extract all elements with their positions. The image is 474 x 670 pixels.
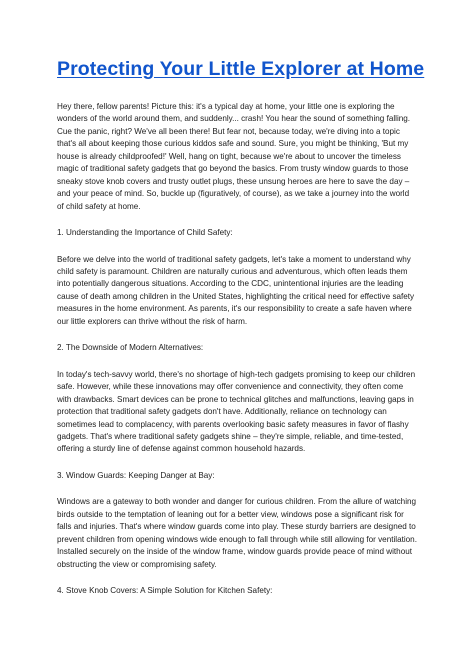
section-paragraph-3: Windows are a gateway to both wonder and danger for curious children. From the allure of watching birds outside to the temptation of leaning out for a better view, windows pose a significant risk for falls and injuries. That's where window guards come into play. These sturdy barriers are designed to prevent children from opening windows wide enough to fall through while still allowing for ventilation. Installed securely on the inside of the window frame, window guards provide peace of mind without obstructing the view or compromising safety. xyxy=(57,497,417,569)
document-body xyxy=(57,101,417,598)
section-paragraph-1: Before we delve into the world of traditional safety gadgets, let's take a moment to understand why child safety is paramount. Children are naturally curious and adventurous, which often leads them into potentially dangerous situations. According to the CDC, unintentional injuries are the leading cause of death among children in the United States, highlighting the critical need for effective safety measures in the home environment. As parents, it's our responsibility to create a safe haven where our little explorers can thrive without the risk of harm. xyxy=(57,254,415,326)
section-heading-4: 4. Stove Knob Covers: A Simple Solution for Kitchen Safety: xyxy=(57,586,273,596)
section-paragraph-2: In today's tech-savvy world, there's no shortage of high-tech gadgets promising to keep our children safe. However, while these innovations may offer convenience and connectivity, they often come with drawbacks. Smart devices can be prone to technical glitches and malfunctions, leaving gaps in protection that traditional safety gadgets don't have. Additionally, reliance on technology can sometimes lead to complacency, with parents overlooking basic safety measures in favor of flashy gadgets. That's where traditional safety gadgets shine – they're simple, reliable, and time-tested, offering a sturdy line of defense against common household hazards. xyxy=(57,369,416,454)
intro-paragraph: Hey there, fellow parents! Picture this: it's a typical day at home, your little one is exploring the wonders of the world around them, and suddenly... crash! You hear the sound of something falling. Cue the panic, right? We've all been there! But fear not, because today, we're diving into a topic that's all about keeping those curious kiddos safe and sound. Sure, you might be thinking, 'But my house is already childproofed!' Well, hang on tight, because we're about to uncover the timeless magic of traditional safety gadgets that go beyond the basics. From trusty window guards to those sneaky stove knob covers and trusty outlet plugs, these unsung heroes are here to save the day – and your peace of mind. So, buckle up (figuratively, of course), as we take a journey into the world of child safety at home. xyxy=(57,102,411,211)
document-title[interactable]: Protecting Your Little Explorer at Home xyxy=(57,58,425,80)
section-heading-3: 3. Window Guards: Keeping Danger at Bay: xyxy=(57,470,215,480)
section-heading-2: 2. The Downside of Modern Alternatives: xyxy=(57,343,204,353)
document-page xyxy=(57,57,425,612)
section-heading-1: 1. Understanding the Importance of Child Safety: xyxy=(57,228,233,238)
